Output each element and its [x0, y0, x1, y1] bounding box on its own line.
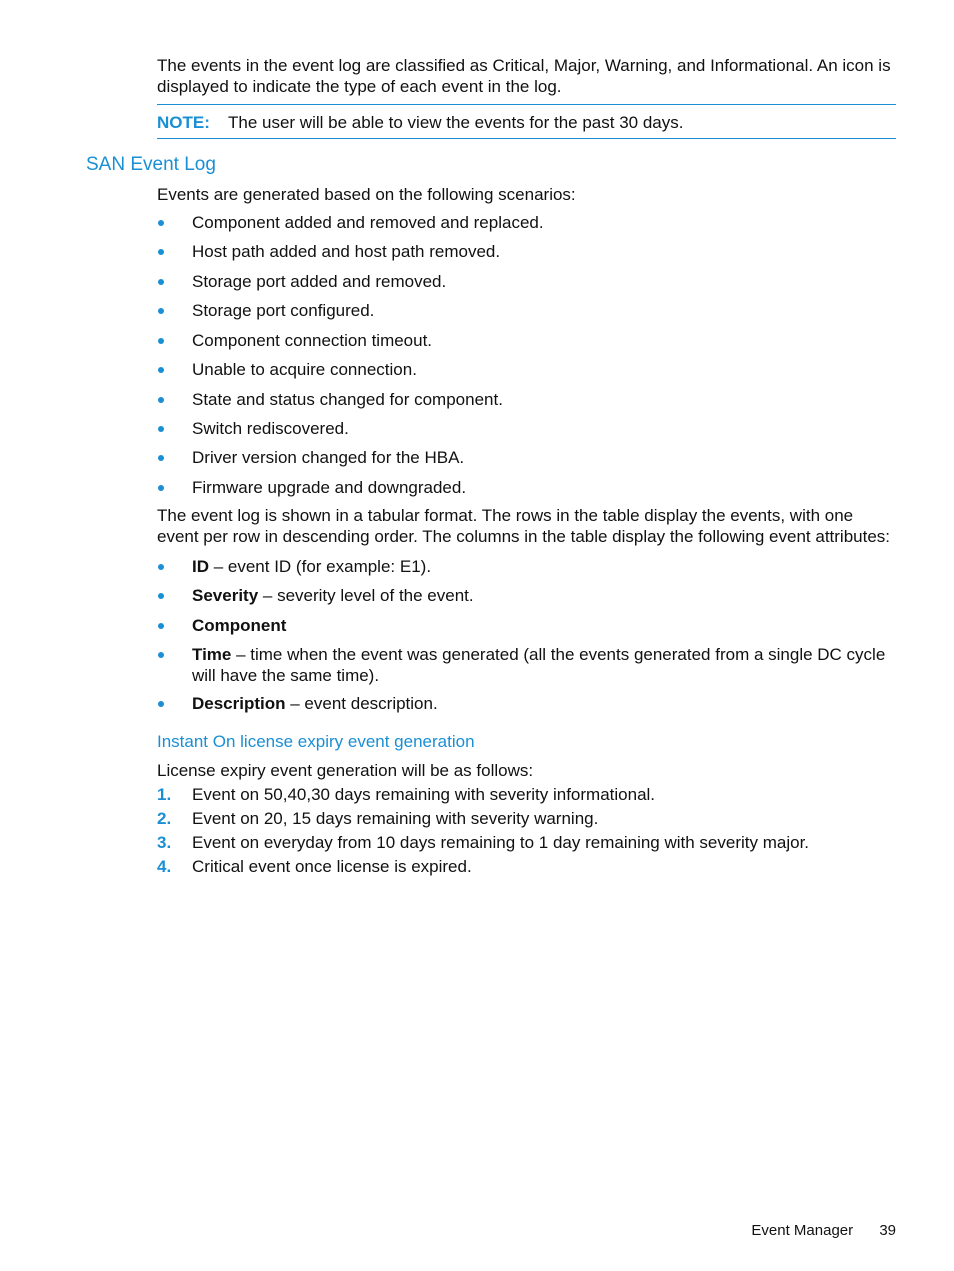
- subsection-heading: Instant On license expiry event generation: [157, 732, 475, 751]
- note-box: [157, 104, 896, 139]
- list-item-text: Driver version changed for the HBA.: [192, 448, 465, 467]
- intro-paragraph: The events in the event log are classified as Critical, Major, Warning, and Informational. An icon is displayed to indicate the type of each event in the log.: [157, 56, 891, 96]
- bullet-icon: [158, 338, 164, 344]
- list-item-text: Switch rediscovered.: [192, 419, 349, 438]
- step-text: Event on everyday from 10 days remaining to 1 day remaining with severity major.: [192, 833, 810, 852]
- step-text: Event on 50,40,30 days remaining with severity informational.: [192, 785, 656, 804]
- list-item-text: Storage port added and removed.: [192, 272, 447, 291]
- attribute-term: Component: [192, 616, 287, 635]
- section-heading: SAN Event Log: [86, 154, 216, 175]
- page-footer: [751, 1222, 896, 1239]
- attribute-term: Time: [192, 645, 232, 664]
- list-item-text: Host path added and host path removed.: [192, 242, 501, 261]
- list-item-text: Storage port configured.: [192, 301, 375, 320]
- list-item-text: [192, 693, 897, 714]
- bullet-icon: [158, 593, 164, 599]
- list-item-text: State and status changed for component.: [192, 390, 503, 409]
- list-item-text: Firmware upgrade and downgraded.: [192, 478, 467, 497]
- bullet-icon: [158, 220, 164, 226]
- attribute-desc: – time when the event was generated (all the events generated from a single DC cycle will have the same time).: [192, 645, 886, 685]
- list-item-text: Unable to acquire connection.: [192, 360, 417, 379]
- step-number: 2.: [157, 809, 172, 828]
- attribute-desc: – event ID (for example: E1).: [209, 557, 432, 576]
- step-text: Critical event once license is expired.: [192, 857, 472, 876]
- subsection-lead: License expiry event generation will be as follows:: [157, 761, 534, 780]
- note-text: The user will be able to view the events for the past 30 days.: [228, 113, 684, 132]
- list-item-text: [192, 585, 897, 606]
- section-lead: Events are generated based on the following scenarios:: [157, 185, 576, 204]
- list-item-text: Component added and removed and replaced.: [192, 213, 544, 232]
- bullet-icon: [158, 564, 164, 570]
- page-number: 39: [879, 1222, 896, 1239]
- attribute-term: ID: [192, 557, 209, 576]
- bullet-icon: [158, 308, 164, 314]
- bullet-icon: [158, 623, 164, 629]
- bullet-icon: [158, 249, 164, 255]
- step-number: 3.: [157, 833, 172, 852]
- attribute-term: Severity: [192, 586, 259, 605]
- bullet-icon: [158, 426, 164, 432]
- attribute-term: Description: [192, 694, 286, 713]
- table-description: The event log is shown in a tabular format. The rows in the table display the events, with one event per row in descending order. The columns in the table display the following event attributes:: [157, 506, 891, 546]
- bullet-icon: [158, 367, 164, 373]
- bullet-icon: [158, 455, 164, 461]
- step-number: 1.: [157, 785, 172, 804]
- list-item-text: Component connection timeout.: [192, 331, 433, 350]
- bullet-icon: [158, 701, 164, 707]
- list-item-text: [192, 644, 897, 686]
- footer-title: Event Manager: [751, 1222, 854, 1239]
- note-label: NOTE:: [157, 113, 210, 132]
- step-text: Event on 20, 15 days remaining with severity warning.: [192, 809, 599, 828]
- list-item-text: [192, 556, 897, 577]
- list-item-text: [192, 615, 897, 636]
- bullet-icon: [158, 279, 164, 285]
- step-number: 4.: [157, 857, 172, 876]
- bullet-icon: [158, 652, 164, 658]
- bullet-icon: [158, 397, 164, 403]
- attribute-desc: – event description.: [285, 694, 438, 713]
- bullet-icon: [158, 485, 164, 491]
- attribute-desc: – severity level of the event.: [258, 586, 474, 605]
